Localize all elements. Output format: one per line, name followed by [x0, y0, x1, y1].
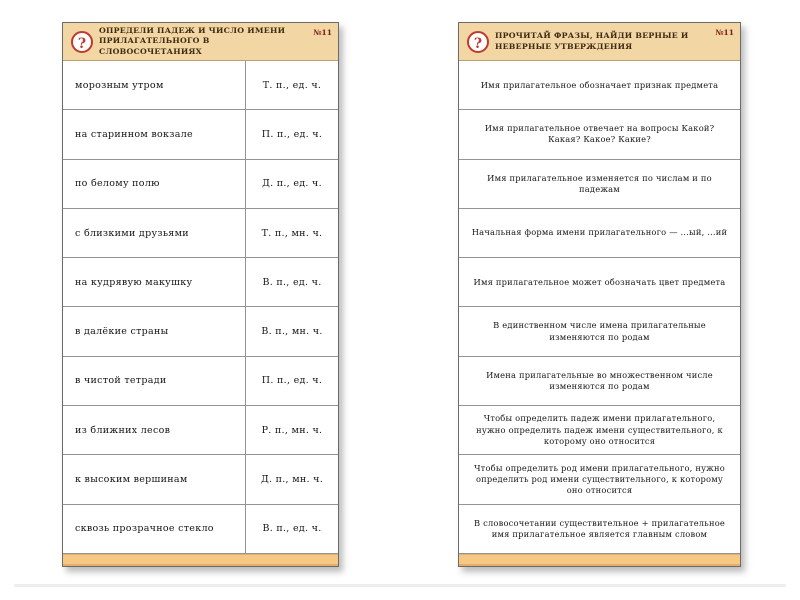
phrase-cell: к высоким вершинам: [75, 474, 188, 486]
statement-row: Начальная форма имени прилагательного — ...ый, ...ий: [459, 209, 740, 258]
question-mark-icon: ?: [71, 31, 93, 53]
phrase-cell: в чистой тетради: [75, 375, 167, 387]
grammar-card-statements: [458, 22, 741, 567]
statement-row: В единственном числе имена прилагательные изменяются по родам: [459, 307, 740, 356]
card-header: [459, 23, 740, 61]
statement-row: Имя прилагательное обозначает признак предмета: [459, 61, 740, 110]
table-row: [63, 209, 338, 258]
question-mark-icon: ?: [467, 31, 489, 53]
statements-list: [459, 61, 740, 554]
answer-cell: Т. п., ед. ч.: [245, 61, 338, 109]
statement-row: Чтобы определить род имени прилагательного, нужно определить род имени существительного, к которому оно относится: [459, 455, 740, 504]
table-row: [63, 455, 338, 504]
declension-table: [63, 61, 338, 554]
answer-cell: П. п., ед. ч.: [245, 357, 338, 405]
answer-cell: В. п., ед. ч.: [245, 258, 338, 306]
table-row: [63, 258, 338, 307]
phrase-cell: сквозь прозрачное стекло: [75, 523, 214, 535]
grammar-card-declension: [62, 22, 339, 567]
card-footer-strip: [63, 554, 338, 566]
card-footer-strip: [459, 554, 740, 566]
table-row: [63, 406, 338, 455]
table-row: [63, 307, 338, 356]
phrase-cell: из ближних лесов: [75, 424, 171, 436]
answer-cell: Т. п., мн. ч.: [245, 209, 338, 257]
answer-cell: В. п., ед. ч.: [245, 505, 338, 553]
phrase-cell: в далёкие страны: [75, 326, 169, 338]
card-title: ПРОЧИТАЙ ФРАЗЫ, НАЙДИ ВЕРНЫЕ И НЕВЕРНЫЕ УТВЕРЖДЕНИЯ: [495, 31, 689, 51]
statement-row: Имена прилагательные во множественном числе изменяются по родам: [459, 357, 740, 406]
statement-row: Имя прилагательное может обозначать цвет предмета: [459, 258, 740, 307]
table-row: [63, 110, 338, 159]
phrase-cell: на старинном вокзале: [75, 128, 193, 140]
answer-cell: Р. п., мн. ч.: [245, 406, 338, 454]
answer-cell: В. п., мн. ч.: [245, 307, 338, 355]
table-row: [63, 160, 338, 209]
phrase-cell: по белому полю: [75, 178, 160, 190]
statement-row: Чтобы определить падеж имени прилагательного, нужно определить падеж имени существительного, к которому оно относится: [459, 406, 740, 455]
statement-row: В словосочетании существительное + прилагательное имя прилагательное является главным словом: [459, 505, 740, 554]
card-header: [63, 23, 338, 61]
statement-row: Имя прилагательное изменяется по числам и по падежам: [459, 160, 740, 209]
card-title: ОПРЕДЕЛИ ПАДЕЖ И ЧИСЛО ИМЕНИ ПРИЛАГАТЕЛЬНОГО В СЛОВОСОЧЕТАНИЯХ: [99, 26, 286, 56]
card-code: №11: [313, 28, 332, 37]
phrase-cell: с близкими друзьями: [75, 227, 189, 239]
answer-cell: Д. п., мн. ч.: [245, 455, 338, 503]
table-row: [63, 357, 338, 406]
card-code: №11: [715, 28, 734, 37]
phrase-cell: на кудрявую макушку: [75, 276, 193, 288]
answer-cell: П. п., ед. ч.: [245, 110, 338, 158]
decorative-baseline: [14, 584, 786, 587]
statement-row: Имя прилагательное отвечает на вопросы Какой? Какая? Какое? Какие?: [459, 110, 740, 159]
table-row: [63, 61, 338, 110]
phrase-cell: морозным утром: [75, 79, 164, 91]
table-row: [63, 505, 338, 554]
answer-cell: Д. п., ед. ч.: [245, 160, 338, 208]
